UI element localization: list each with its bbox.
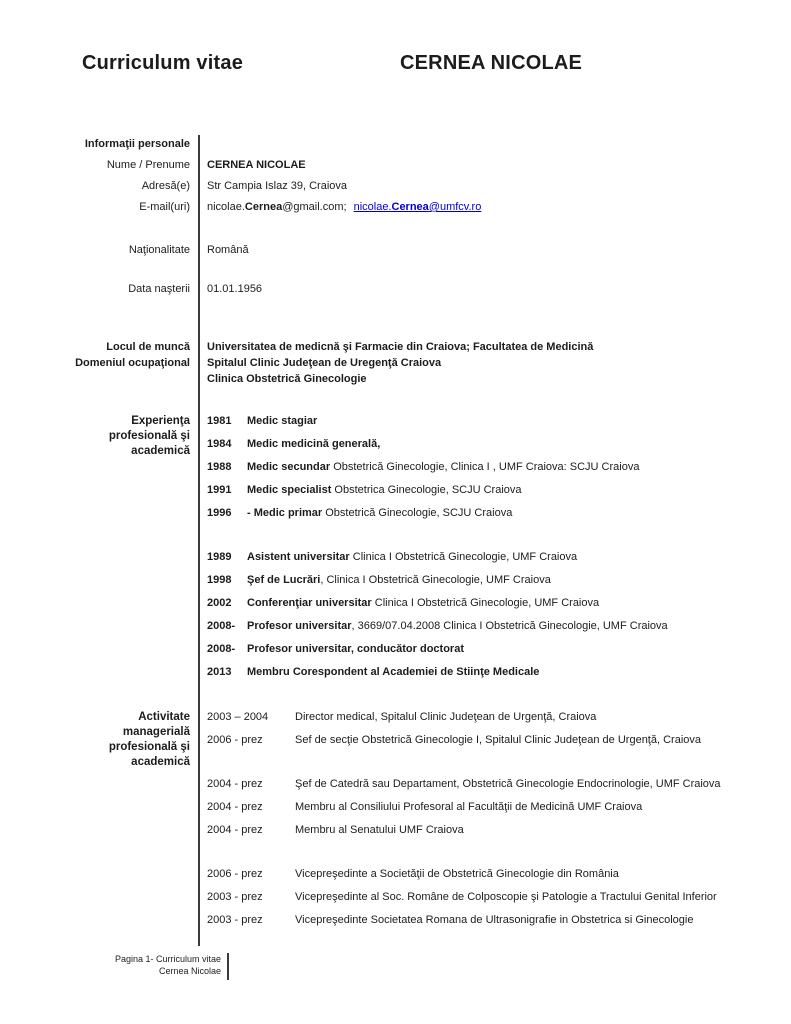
experience-row — [207, 665, 766, 680]
experience-desc: Medic specialist Obstetrica Ginecologie, SCJU Craiova — [247, 484, 522, 496]
person-name-heading: CERNEA NICOLAE — [400, 52, 583, 74]
experience-desc: Medic medicină generală, — [247, 438, 381, 450]
nationality-value: Română — [207, 244, 249, 256]
personal-section-label: Informaţii personale — [84, 138, 190, 150]
managerial-desc: Şef de Catedră sau Departament, Obstetrică Ginecologie Endocrinologie, UMF Craiova — [295, 778, 721, 790]
experience-year: 2008- — [207, 620, 236, 632]
nationality-label: Naţionalitate — [128, 244, 190, 256]
group-gap — [207, 846, 766, 867]
name-value: CERNEA NICOLAE — [207, 159, 306, 171]
email-label: E-mail(uri) — [139, 201, 190, 213]
address-label: Adresă(e) — [141, 180, 190, 192]
experience-row — [207, 596, 766, 611]
managerial-row — [207, 890, 766, 905]
workplace-line: Clinica Obstetrică Ginecologie — [207, 373, 367, 385]
experience-year: 1989 — [207, 551, 232, 563]
workplace-label-line1: Locul de muncă — [106, 341, 190, 353]
managerial-desc: Membru al Consiliului Profesoral al Facultăţii de Medicină UMF Craiova — [295, 801, 643, 813]
managerial-row — [207, 867, 766, 882]
experience-year: 2002 — [207, 597, 232, 609]
experience-row — [207, 619, 766, 634]
address-value: Str Campia Islaz 39, Craiova — [207, 180, 347, 192]
group-gap — [207, 756, 766, 777]
section-experience — [60, 414, 766, 688]
row-email — [60, 200, 766, 215]
experience-row — [207, 506, 766, 521]
experience-desc: Medic stagiar — [247, 415, 318, 427]
email-plain: nicolae.Cernea@gmail.com; — [207, 201, 347, 213]
managerial-rows — [198, 710, 766, 936]
managerial-row — [207, 733, 766, 748]
row-nationality — [60, 243, 766, 258]
managerial-period: 2004 - prez — [207, 801, 263, 813]
experience-year: 2013 — [207, 666, 232, 678]
experience-desc: Şef de Lucrări, Clinica I Obstetrică Ginecologie, UMF Craiova — [247, 574, 551, 586]
experience-row — [207, 642, 766, 657]
experience-rows — [198, 414, 766, 688]
row-name — [60, 158, 766, 173]
managerial-desc: Vicepreşedinte Societatea Romana de Ultrasonigrafie in Obstetrica si Ginecologie — [295, 914, 694, 926]
managerial-row — [207, 913, 766, 928]
email-value — [198, 200, 766, 215]
page-footer — [115, 953, 791, 980]
managerial-row — [207, 823, 766, 838]
managerial-desc: Vicepreşedinte al Soc. Române de Colposcopie şi Patologie a Tractului Genital Inferior — [295, 891, 717, 903]
experience-year: 1996 — [207, 507, 232, 519]
experience-desc: - Medic primar Obstetrică Ginecologie, SCJU Craiova — [247, 507, 513, 519]
managerial-period: 2004 - prez — [207, 778, 263, 790]
experience-row — [207, 573, 766, 588]
document-title: Curriculum vitae — [82, 52, 244, 74]
managerial-row — [207, 800, 766, 815]
managerial-period: 2006 - prez — [207, 868, 263, 880]
workplace-line: Universitatea de medicnă şi Farmacie din Craiova; Facultatea de Medicină — [207, 341, 594, 353]
experience-year: 1981 — [207, 415, 232, 427]
experience-year: 1998 — [207, 574, 232, 586]
managerial-desc: Director medical, Spitalul Clinic Judeţean de Urgenţă, Craiova — [295, 711, 597, 723]
managerial-row — [207, 777, 766, 792]
experience-row — [207, 460, 766, 475]
managerial-section-label: Activitate managerială profesională şi academică — [108, 711, 190, 768]
experience-row — [207, 437, 766, 452]
experience-desc: Profesor universitar, conducător doctorat — [247, 643, 464, 655]
experience-year: 1984 — [207, 438, 232, 450]
managerial-row — [207, 710, 766, 725]
managerial-period: 2003 – 2004 — [207, 711, 269, 723]
section-workplace — [60, 339, 766, 387]
managerial-period: 2006 - prez — [207, 734, 263, 746]
experience-desc: Membru Corespondent al Academiei de Stiinţe Medicale — [247, 666, 540, 678]
footer-text — [115, 953, 221, 977]
experience-year: 2008- — [207, 643, 236, 655]
document-header — [0, 0, 791, 75]
workplace-section-label — [60, 339, 198, 371]
experience-row — [207, 483, 766, 498]
section-personal — [60, 135, 766, 152]
group-gap — [207, 529, 766, 550]
experience-row — [207, 414, 766, 429]
workplace-label-line2: Domeniul ocupaţional — [75, 357, 190, 369]
managerial-period: 2003 - prez — [207, 914, 263, 926]
experience-section-label: Experienţa profesională şi academică — [108, 415, 190, 457]
managerial-desc: Vicepreşedinte a Societăţii de Obstetrică Ginecologie din România — [295, 868, 619, 880]
workplace-line: Spitalul Clinic Judeţean de Uregenţă Craiova — [207, 357, 442, 369]
section-managerial — [60, 710, 766, 936]
experience-desc: Medic secundar Obstetrică Ginecologie, Clinica I , UMF Craiova: SCJU Craiova — [247, 461, 640, 473]
name-label: Nume / Prenume — [106, 159, 190, 171]
workplace-value — [198, 339, 766, 387]
birthdate-value: 01.01.1956 — [207, 283, 263, 295]
row-birthdate — [60, 282, 766, 297]
managerial-period: 2003 - prez — [207, 891, 263, 903]
experience-year: 1988 — [207, 461, 232, 473]
footer-line1: Pagina 1- Curriculum vitae — [115, 954, 222, 964]
experience-desc: Asistent universitar Clinica I Obstetrică Ginecologie, UMF Craiova — [247, 551, 578, 563]
experience-row — [207, 550, 766, 565]
email-link[interactable]: nicolae.Cernea@umfcv.ro — [353, 201, 482, 213]
cv-body — [60, 135, 766, 946]
row-address — [60, 179, 766, 194]
experience-desc: Profesor universitar, 3669/07.04.2008 Clinica I Obstetrică Ginecologie, UMF Craiova — [247, 620, 668, 632]
experience-desc: Conferenţiar universitar Clinica I Obstetrică Ginecologie, UMF Craiova — [247, 597, 600, 609]
managerial-period: 2004 - prez — [207, 824, 263, 836]
birthdate-label: Data naşterii — [128, 283, 190, 295]
footer-divider — [227, 953, 229, 980]
managerial-desc: Membru al Senatului UMF Craiova — [295, 824, 464, 836]
managerial-desc: Sef de secţie Obstetrică Ginecologie I, Spitalul Clinic Judeţean de Urgenţă, Craiova — [295, 734, 701, 746]
experience-year: 1991 — [207, 484, 232, 496]
footer-line2: Cernea Nicolae — [159, 966, 222, 976]
